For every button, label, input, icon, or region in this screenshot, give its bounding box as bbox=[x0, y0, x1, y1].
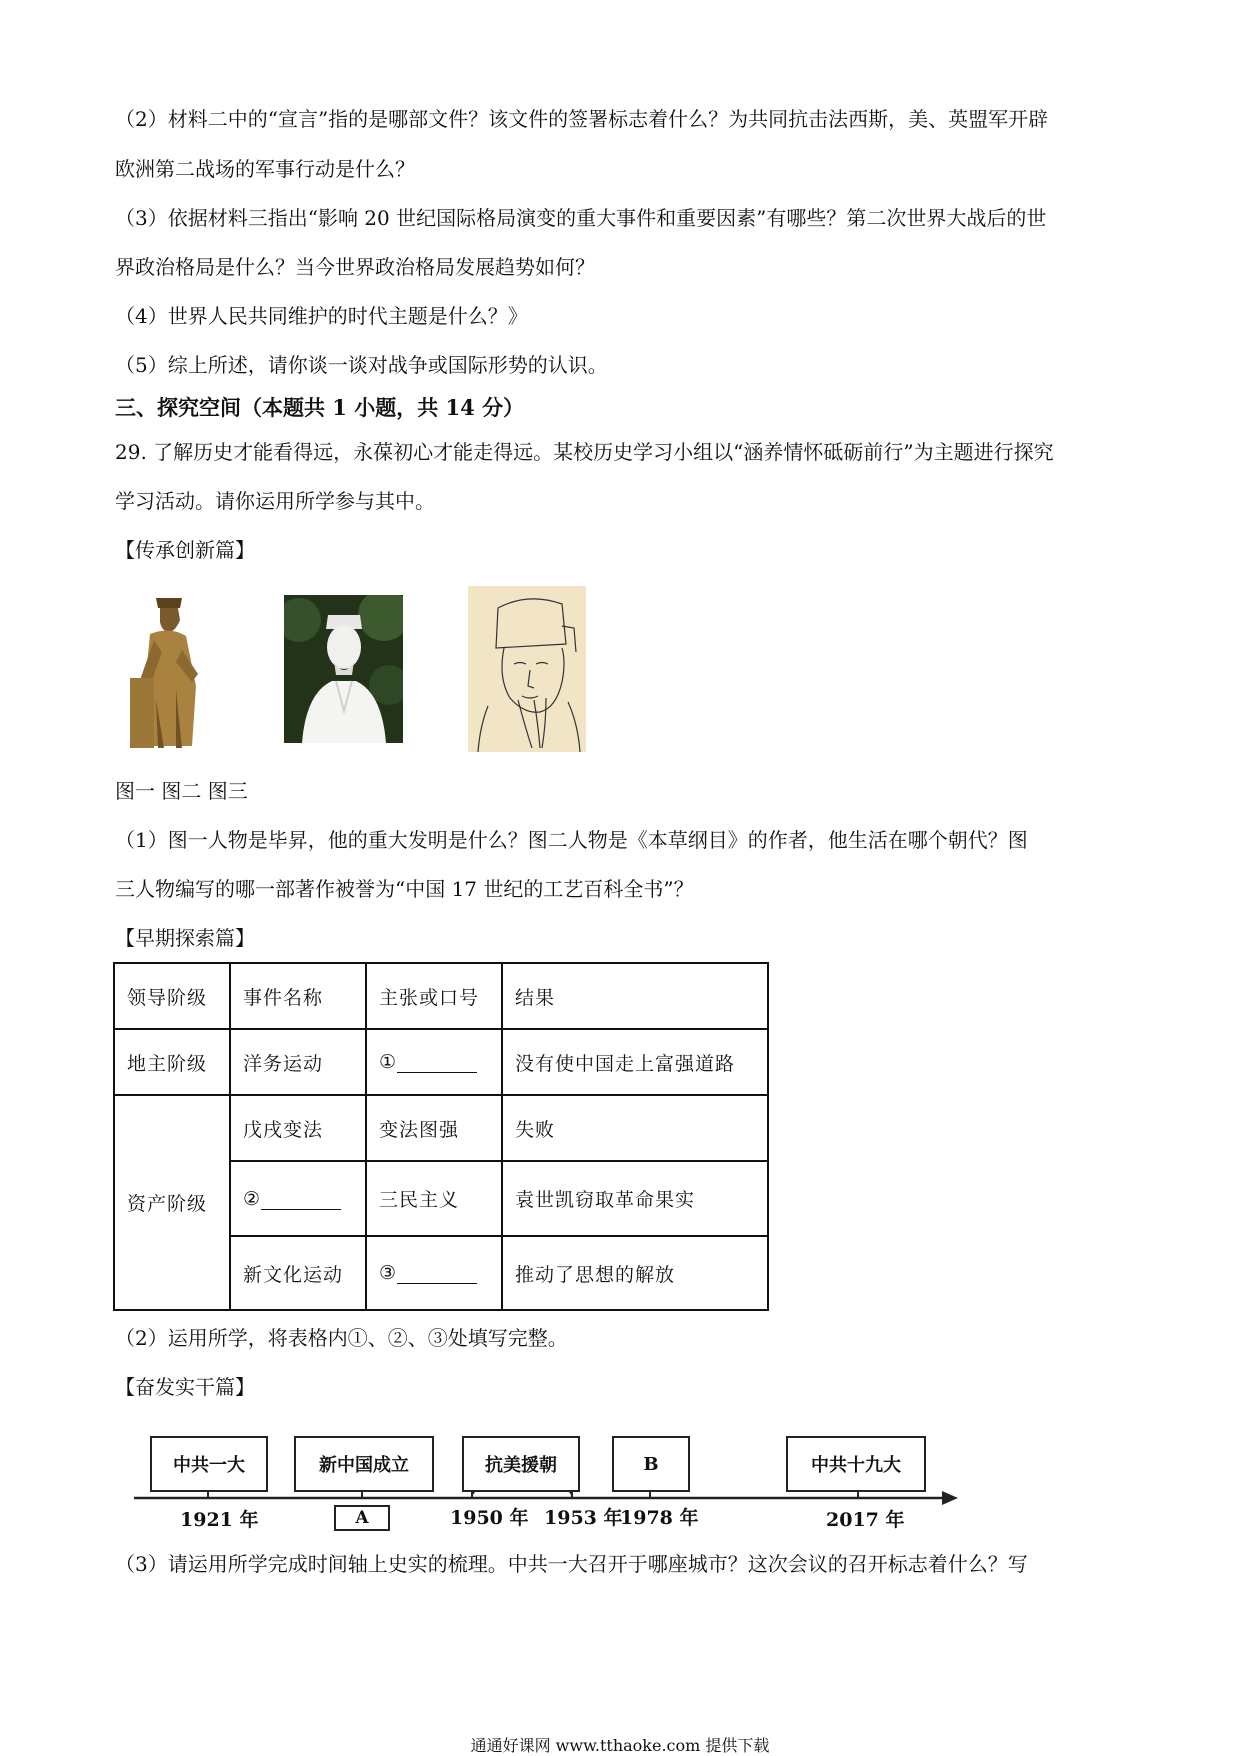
figure-3-portrait bbox=[468, 586, 586, 752]
question-29-line-1: 29. 了解历史才能看得远，永葆初心才能走得远。某校历史学习小组以“涵养情怀砥砺前行”为主题进行探究 bbox=[115, 440, 1054, 464]
timeline-blank-box-a[interactable]: A bbox=[334, 1505, 390, 1531]
table-header: 主张或口号 bbox=[366, 963, 502, 1029]
table-header: 领导阶级 bbox=[114, 963, 230, 1029]
part-1-question-line-1: （1）图一人物是毕昇，他的重大发明是什么？图二人物是《本草纲目》的作者，他生活在哪个朝代？图 bbox=[115, 828, 1028, 852]
blank-line bbox=[397, 1052, 477, 1073]
table-cell-blank-1[interactable] bbox=[366, 1029, 502, 1095]
table-cell: 三民主义 bbox=[366, 1161, 502, 1236]
exploration-table bbox=[113, 962, 769, 1311]
table-cell-blank-2[interactable] bbox=[230, 1161, 366, 1236]
timeline-blank-box-b[interactable]: B bbox=[612, 1436, 690, 1492]
table-header: 结果 bbox=[502, 963, 768, 1029]
blank-marker: ② bbox=[243, 1187, 262, 1210]
timeline-event-box: 中共一大 bbox=[150, 1436, 268, 1492]
table-cell: 地主阶级 bbox=[114, 1029, 230, 1095]
blank-marker: ① bbox=[379, 1051, 398, 1073]
timeline-event-box: 抗美援朝 bbox=[462, 1436, 580, 1492]
question-2-line-1: （2）材料二中的“宣言”指的是哪部文件？该文件的签署标志着什么？为共同抗击法西斯，美、英盟军开辟 bbox=[115, 107, 1049, 131]
figure-2-bust bbox=[284, 595, 403, 743]
figure-caption: 图一 图二 图三 bbox=[115, 779, 248, 803]
table-cell: 推动了思想的解放 bbox=[502, 1236, 768, 1310]
timeline-event-box: 中共十九大 bbox=[786, 1436, 926, 1492]
blank-line bbox=[397, 1263, 477, 1284]
table-cell: 洋务运动 bbox=[230, 1029, 366, 1095]
part-2-title: 【早期探索篇】 bbox=[115, 926, 255, 950]
page-footer: 通通好课网 www.tthaoke.com 提供下载 bbox=[470, 1736, 770, 1755]
part-1-question-line-2: 三人物编写的哪一部著作被誉为“中国 17 世纪的工艺百科全书”？ bbox=[115, 877, 694, 901]
timeline-event-box: 新中国成立 bbox=[294, 1436, 434, 1492]
blank-marker: ③ bbox=[379, 1262, 398, 1284]
table-cell: 袁世凯窃取革命果实 bbox=[502, 1161, 768, 1236]
part-2-question: （2）运用所学，将表格内①、②、③处填写完整。 bbox=[115, 1326, 568, 1350]
table-header-row bbox=[114, 963, 768, 1029]
table-cell: 失败 bbox=[502, 1095, 768, 1161]
timeline-year: 1978 年 bbox=[620, 1507, 699, 1529]
question-3-line-1: （3）依据材料三指出“影响 20 世纪国际格局演变的重大事件和重要因素”有哪些？第二次世界大战后的世 bbox=[115, 206, 1047, 230]
table-cell-blank-3[interactable] bbox=[366, 1236, 502, 1310]
question-4: （4）世界人民共同维护的时代主题是什么？》 bbox=[115, 304, 528, 328]
timeline-year: 1921 年 bbox=[180, 1509, 259, 1531]
question-3-line-2: 界政治格局是什么？当今世界政治格局发展趋势如何？ bbox=[115, 255, 595, 279]
question-2-line-2: 欧洲第二战场的军事行动是什么？ bbox=[115, 157, 415, 181]
table-cell-class: 资产阶级 bbox=[114, 1095, 230, 1310]
table-row bbox=[114, 1095, 768, 1161]
section-3-heading: 三、探究空间（本题共 1 小题，共 14 分） bbox=[115, 395, 525, 420]
table-header: 事件名称 bbox=[230, 963, 366, 1029]
part-3-title: 【奋发实干篇】 bbox=[115, 1375, 255, 1399]
part-3-question: （3）请运用所学完成时间轴上史实的梳理。中共一大召开于哪座城市？这次会议的召开标志着什么？写 bbox=[115, 1552, 1028, 1576]
table-cell: 没有使中国走上富强道路 bbox=[502, 1029, 768, 1095]
table-cell: 变法图强 bbox=[366, 1095, 502, 1161]
timeline-year: 1953 年 bbox=[544, 1507, 623, 1529]
question-29-line-2: 学习活动。请你运用所学参与其中。 bbox=[115, 489, 435, 513]
figure-1-statue bbox=[120, 590, 212, 752]
question-5: （5）综上所述，请你谈一谈对战争或国际形势的认识。 bbox=[115, 353, 608, 377]
timeline-year: 1950 年 bbox=[450, 1507, 529, 1529]
table-row bbox=[114, 1029, 768, 1095]
part-1-title: 【传承创新篇】 bbox=[115, 538, 255, 562]
timeline-year: 2017 年 bbox=[826, 1509, 905, 1531]
table-cell: 戊戌变法 bbox=[230, 1095, 366, 1161]
table-cell: 新文化运动 bbox=[230, 1236, 366, 1310]
blank-line bbox=[261, 1189, 341, 1210]
